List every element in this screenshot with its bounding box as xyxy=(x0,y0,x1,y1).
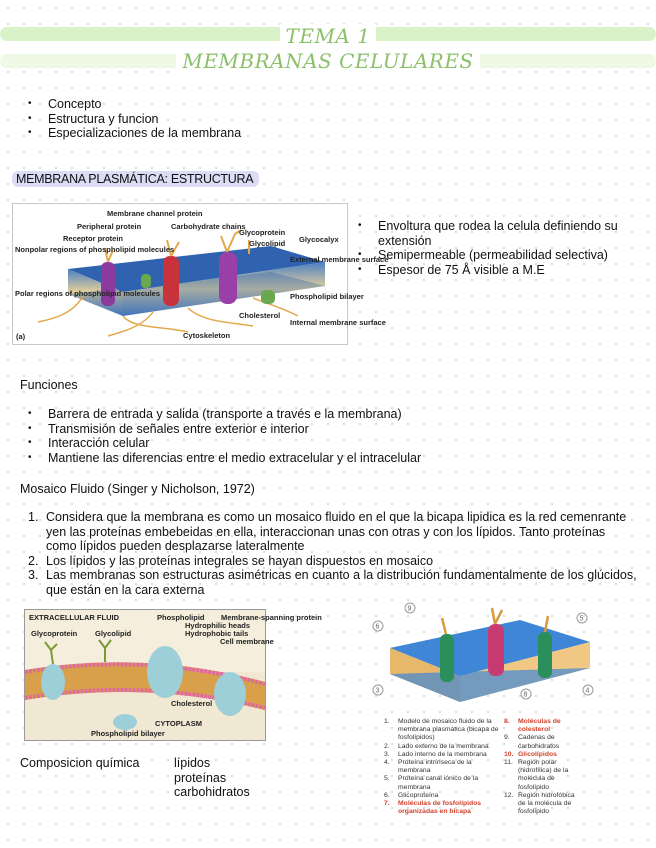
label-receptor: Receptor protein xyxy=(63,234,124,243)
label-cell-membrane: Cell membrane xyxy=(220,637,274,646)
legend-text: Moléculas de colesterol xyxy=(518,718,561,734)
legend-number: 2. xyxy=(384,742,390,750)
membrane-structure-diagram xyxy=(13,204,389,344)
legend-left xyxy=(384,718,502,816)
legend-number: 6. xyxy=(384,791,390,799)
intro-item: • Estructura y funcion xyxy=(28,112,428,127)
mosaic-item xyxy=(20,568,638,597)
mosaic-heading: Mosaico Fluido (Singer y Nicholson, 1972) xyxy=(20,482,255,496)
label-nonpolar: Nonpolar regions of phospholipid molecules xyxy=(15,245,175,254)
legend-number: 4. xyxy=(384,759,390,767)
legend-text: Región polar (hidrofílica) de la molécula de fosfolípido xyxy=(518,759,569,791)
membrane-3d-figure xyxy=(370,598,602,716)
svg-text:6: 6 xyxy=(375,623,380,631)
label-hydrophobic: Hydrophobic tails xyxy=(185,629,249,638)
legend-text: Glicolípidos xyxy=(518,750,557,758)
legend-number: 11. xyxy=(504,759,513,767)
composition-item: lípidos xyxy=(174,756,211,770)
legend-item xyxy=(504,751,584,759)
functions-item: • Transmisión de señales entre exterior e interior xyxy=(28,422,628,437)
membrane-structure-figure xyxy=(12,203,389,345)
legend-number: 12. xyxy=(504,791,514,799)
svg-text:9: 9 xyxy=(407,605,412,613)
composition-item: proteínas xyxy=(174,770,227,785)
legend-text: Proteína intrínseca de la membrana xyxy=(398,759,472,775)
mosaic-num: 2. xyxy=(28,553,39,568)
legend-number: 3. xyxy=(384,750,390,758)
legend-text: Región hidrofóbica de la molécula de fosfolípido xyxy=(518,791,575,816)
legend-number: 9. xyxy=(504,734,510,742)
legend-item xyxy=(384,775,502,791)
legend-text: Lado externo de la membrana xyxy=(398,742,489,750)
legend-item xyxy=(384,759,502,775)
intro-list xyxy=(28,97,428,141)
legend-item xyxy=(504,718,584,734)
membrane-3d-diagram xyxy=(370,598,602,716)
legend-item xyxy=(384,751,502,759)
label-glycoprotein-2: Glycoprotein xyxy=(31,629,78,638)
mosaic-item xyxy=(20,510,638,554)
mosaic-text: Los lípidos y las proteínas integrales se hayan dispuestos en mosaico xyxy=(46,553,434,568)
label-peripheral: Peripheral protein xyxy=(77,222,142,231)
label-channel: Membrane channel protein xyxy=(107,209,203,218)
label-glycoprotein: Glycoprotein xyxy=(239,228,286,237)
legend-item xyxy=(384,792,502,800)
intro-item: • Especializaciones de la membrana xyxy=(28,126,428,141)
legend-item xyxy=(384,718,502,743)
channel-protein xyxy=(163,256,179,306)
legend-text: Modelo de mosaico fluido de la membrana plasmática (bicapa de fosfolípidos) xyxy=(398,718,499,742)
structure-item: • Envoltura que rodea la celula definiendo su extensión xyxy=(358,219,650,248)
fluid-mosaic-diagram xyxy=(25,610,322,740)
label-panel: (a) xyxy=(16,332,26,341)
mosaic-item xyxy=(20,554,638,569)
mosaic-list xyxy=(20,510,638,597)
label-cytoplasm: CYTOPLASM xyxy=(155,719,202,728)
label-fluid: EXTRACELLULAR FLUID xyxy=(29,613,119,622)
structure-item: • Espesor de 75 Å visible a M.E xyxy=(358,263,650,278)
label-hydrophilic: Hydrophilic heads xyxy=(185,621,251,630)
legend-text: Lado interno de la membrana xyxy=(398,750,487,758)
composition-label: Composicion química xyxy=(20,756,140,770)
label-glycolipid-2: Glycolipid xyxy=(95,629,132,638)
svg-text:5: 5 xyxy=(579,615,584,623)
structure-item: • Semipermeable (permeabilidad selectiva) xyxy=(358,248,650,263)
label-bilayer-2: Phospholipid bilayer xyxy=(91,729,165,738)
label-phospholipid: Phospholipid xyxy=(157,613,205,622)
label-polar: Polar regions of phospholipid molecules xyxy=(15,289,161,298)
mosaic-text: Las membranas son estructuras asimétricas en cuanto a la distribución fundamentalmente de los glúcidos, que están en la cara externa xyxy=(46,568,637,597)
legend-number: 10. xyxy=(504,750,514,758)
label-carbohydrate: Carbohydrate chains xyxy=(171,222,246,231)
legend-right xyxy=(504,718,584,816)
legend-number: 5. xyxy=(384,775,390,783)
label-cytoskeleton: Cytoskeleton xyxy=(183,331,231,340)
legend-text: Cadenas de carbohidratos xyxy=(518,734,560,750)
functions-item: • Mantiene las diferencias entre el medio extracelular y el intracelular xyxy=(28,451,628,466)
legend-text: Moléculas de fosfolípidos organizadas en bicapa xyxy=(398,800,482,816)
legend-number: 1. xyxy=(384,718,390,725)
fluid-mosaic-figure xyxy=(24,609,322,741)
legend-text: Proteína canal iónico de la membrana xyxy=(398,775,479,791)
legend-text: Glicoproteína xyxy=(398,791,439,799)
legend-number: 8. xyxy=(504,718,510,725)
legend-number: 7. xyxy=(384,800,390,808)
legend-item xyxy=(504,734,584,750)
label-bilayer: Phospholipid bilayer xyxy=(290,292,364,301)
functions-item: • Interacción celular xyxy=(28,436,628,451)
functions-heading: Funciones xyxy=(20,378,78,392)
structure-list xyxy=(358,219,650,277)
mosaic-text: Considera que la membrana es como un mosaico fluido en el que la bicapa lipidica es la red cemenrante yen las proteínas embebeidas en ella, interaccionan unas con otras y con los lípidos. Tanto proteínas como lípidos pueden desplazarse lateralmente xyxy=(46,510,627,553)
label-external: External membrane surface xyxy=(290,255,389,264)
mosaic-num: 3. xyxy=(28,568,39,582)
intro-item: • Concepto xyxy=(28,97,428,112)
legend-item xyxy=(504,759,584,792)
label-cholesterol: Cholesterol xyxy=(239,311,281,320)
functions-item: • Barrera de entrada y salida (transporte a través e la membrana) xyxy=(28,407,628,422)
title-line-1: TEMA 1 xyxy=(0,24,656,48)
svg-text:3: 3 xyxy=(375,687,380,695)
label-spanning: Membrane-spanning protein xyxy=(221,613,322,622)
composition-item: carbohidratos xyxy=(174,785,250,799)
legend-item xyxy=(504,792,584,817)
section-heading xyxy=(12,170,259,188)
section-heading-text: MEMBRANA PLASMÁTICA: ESTRUCTURA xyxy=(12,171,259,187)
page-title: MEMBRANAS CELULARES xyxy=(0,49,656,73)
legend-item xyxy=(384,800,502,816)
label-glycolipid: Glycolipid xyxy=(249,239,286,248)
legend-item xyxy=(384,743,502,751)
label-cholesterol-2: Cholesterol xyxy=(171,699,213,708)
functions-list xyxy=(28,407,628,465)
glycoprotein-shape xyxy=(219,252,237,304)
svg-text:8: 8 xyxy=(523,691,528,699)
label-internal: Internal membrane surface xyxy=(290,318,386,327)
label-glycocalyx: Glycocalyx xyxy=(299,235,339,244)
receptor-protein xyxy=(101,262,115,306)
composition-list xyxy=(174,756,250,800)
svg-text:4: 4 xyxy=(585,687,590,695)
mosaic-num: 1. xyxy=(28,510,39,524)
